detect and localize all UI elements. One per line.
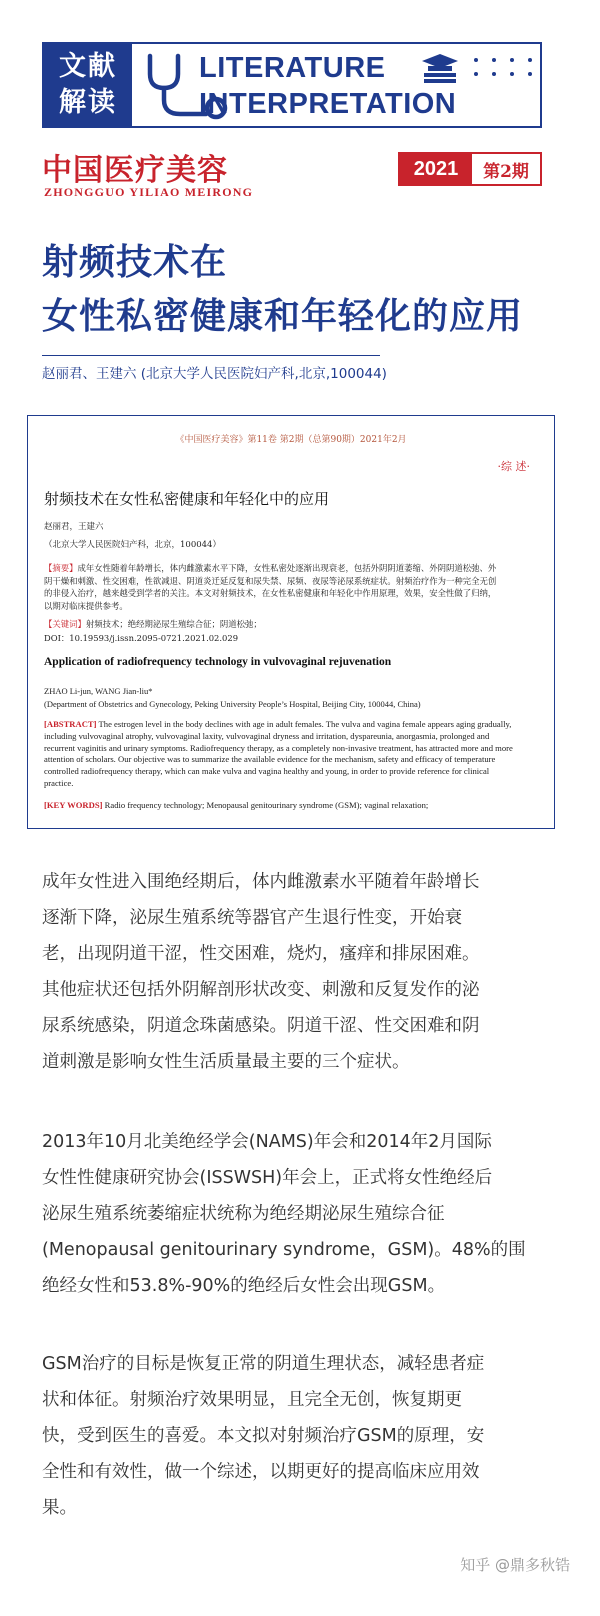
paper-en-abstract (44, 719, 542, 790)
paper-en-affiliation: (Department of Obstetrics and Gynecology, Peking University People’s Hospital, Beijing City, 100044, China) (44, 699, 421, 709)
body-paragraph-3 (42, 1346, 558, 1526)
paper-doi: DOI：10.19593/j.issn.2095-0721.2021.02.029 (44, 633, 239, 643)
graduation-cap-icon (420, 52, 460, 84)
abstract-line: 阴干燥和刺激、性交困难，性欲减退、阴道炎迁延反复和尿失禁、尿频、夜尿等泌尿系统症状。射频治疗作为一种完全无创 (44, 575, 497, 586)
en-abstract-line: recurrent vaginitis and urinary symptoms. Radiofrequency therapy, as a completely non-invasive treatment, has attracted more and more (44, 742, 513, 753)
paper-authors: 赵丽君，王建六 (44, 522, 104, 532)
paragraph-line: 女性性健康研究协会(ISSWSH)年会上，正式将女性绝经后 (42, 1168, 493, 1188)
en-abstract-line: attention of scholars. Our objective was to summarize the available evidence for the mechanism, safety and efficacy of temperature (44, 754, 496, 765)
abstract-line: 成年女性随着年龄增长，体内雌激素水平下降，女性私密处逐渐出现衰老，包括外阴阴道萎缩、外阴阴道松弛、外 (77, 563, 497, 573)
en-keywords-label: [KEY WORDS] (44, 800, 103, 810)
banner-en-line2: INTERPRETATION (199, 88, 457, 120)
paragraph-line: 果。 (42, 1498, 77, 1518)
en-abstract-line: including vulvovaginal atrophy, vulvovaginal laxity, vulvovaginal dryness and irritation, dyspareunia, anorgasmia, prolonged and (44, 730, 490, 741)
banner-cn-line1: 文献 (59, 51, 117, 82)
title-divider (42, 355, 380, 356)
paper-affiliation: （北京大学人民医院妇产科，北京，100044） (44, 540, 221, 550)
header-banner (42, 42, 542, 128)
abstract-line: 的非侵入治疗，越来越受到学者的关注。本文对射频技术，在女性私密健康和年轻化中作用原理，效果，安全性做了归纳， (44, 588, 497, 599)
paragraph-line: 绝经女性和53.8%-90%的绝经后女性会出现GSM。 (42, 1276, 446, 1296)
paragraph-line: 其他症状还包括外阴解剖形状改变、刺激和反复发作的泌 (42, 980, 480, 1000)
issue-year: 2021 (400, 154, 472, 184)
en-abstract-line: practice. (44, 777, 74, 788)
journal-pinyin: ZHONGGUO YILIAO MEIRONG (44, 185, 254, 199)
paper-en-title: Application of radiofrequency technology in vulvovaginal rejuvenation (44, 656, 392, 668)
paper-snapshot (27, 415, 555, 829)
en-keywords-text: Radio frequency technology; Menopausal genitourinary syndrome (GSM); vaginal relaxation; (102, 800, 429, 810)
paragraph-line: 状和体征。射频治疗效果明显，且完全无创，恢复期更 (42, 1390, 462, 1410)
paragraph-line: 泌尿生殖系统萎缩症状统称为绝经期泌尿生殖综合征 (42, 1204, 445, 1224)
paragraph-line: 道刺激是影响女性生活质量最主要的三个症状。 (42, 1052, 410, 1072)
paragraph-line: 老，出现阴道干涩，性交困难，烧灼，瘙痒和排尿困难。 (42, 944, 480, 964)
en-abstract-line: The estrogen level in the body declines with age in adult females. The vulva and vagina female appears aging gradually, (96, 719, 512, 729)
decorative-dots-icon (470, 56, 536, 78)
journal-name: 中国医疗美容 (42, 153, 228, 188)
article-authors: 赵丽君、王建六 (北京大学人民医院妇产科,北京,100044) (42, 366, 387, 382)
paper-en-keywords (44, 800, 428, 810)
paper-section-tag: ·综 述· (497, 460, 530, 473)
paragraph-line: 尿系统感染，阴道念珠菌感染。阴道干涩、性交困难和阴 (42, 1016, 480, 1036)
banner-cn-block (44, 44, 132, 126)
paragraph-line: 全性和有效性，做一个综述，以期更好的提高临床应用效 (42, 1462, 480, 1482)
paragraph-line: 成年女性进入围绝经期后，体内雌激素水平随着年龄增长 (42, 872, 480, 892)
title-line2: 女性私密健康和年轻化的应用 (42, 296, 524, 337)
banner-en-line1: LITERATURE (199, 52, 386, 84)
keywords-text: 射频技术；绝经期泌尿生殖综合征；阴道松弛； (85, 619, 262, 629)
body-paragraph-1 (42, 864, 558, 1080)
paragraph-line: 快，受到医生的喜爱。本文拟对射频治疗GSM的原理，安 (42, 1426, 485, 1446)
paragraph-line: GSM治疗的目标是恢复正常的阴道生理状态，减轻患者症 (42, 1354, 485, 1374)
paragraph-line: (Menopausal genitourinary syndrome，GSM)。48%的围 (42, 1240, 526, 1260)
en-abstract-label: [ABSTRACT] (44, 719, 97, 729)
en-abstract-line: controlled radiofrequency therapy, which can make vulva and vagina healthy and young, in order to provide reference for clinical (44, 766, 490, 777)
paper-title: 射频技术在女性私密健康和年轻化中的应用 (44, 490, 330, 508)
watermark: 知乎 @鼎多秋锆 (460, 1556, 570, 1574)
article-title (42, 236, 523, 344)
body-paragraph-2 (42, 1124, 558, 1304)
keywords-label: 【关键词】 (44, 619, 86, 629)
issue-badge (398, 152, 542, 186)
title-line1: 射频技术在 (42, 242, 228, 283)
paper-en-authors: ZHAO Li-jun, WANG Jian-liu* (44, 686, 153, 696)
abstract-label: 【摘要】 (44, 563, 78, 573)
paper-keywords (44, 618, 262, 630)
paper-header: 《中国医疗美容》第11卷 第2期（总第90期）2021年2月 (175, 435, 407, 445)
banner-cn-line2: 解读 (59, 87, 117, 118)
paragraph-line: 逐渐下降，泌尿生殖系统等器官产生退行性变，开始衰 (42, 908, 462, 928)
paper-abstract (44, 562, 540, 612)
paragraph-line: 2013年10月北美绝经学会(NAMS)年会和2014年2月国际 (42, 1132, 492, 1152)
issue-number: 第2期 (483, 161, 529, 182)
abstract-line: 以期对临床提供参考。 (44, 600, 128, 611)
